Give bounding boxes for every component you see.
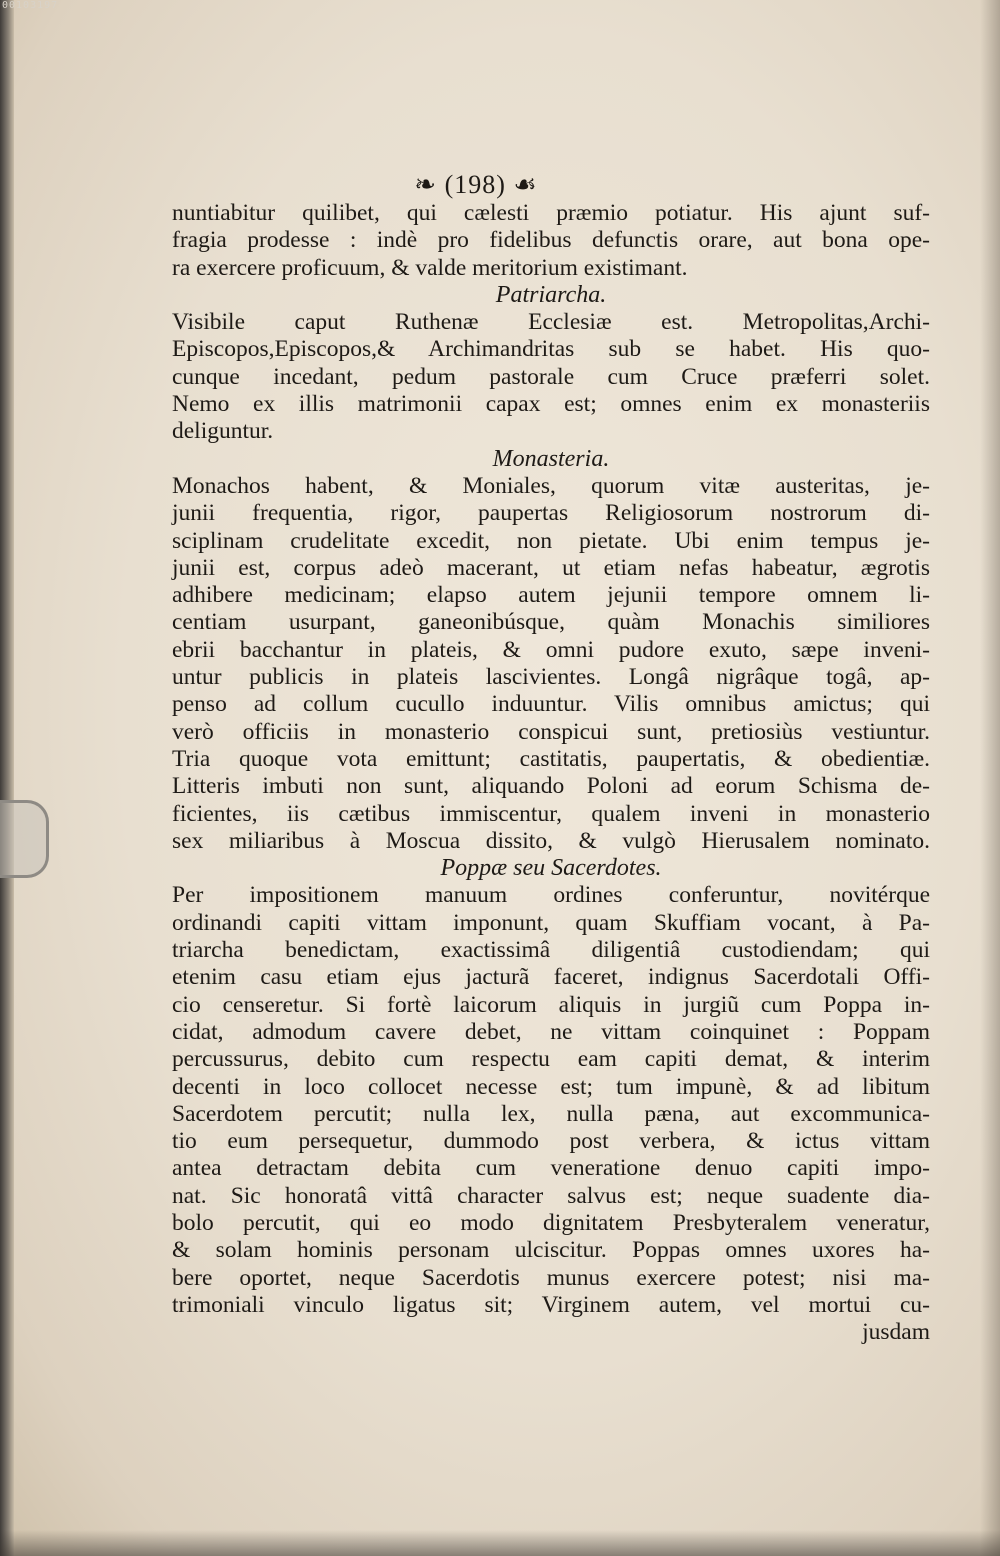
text-line: cunque incedant, pedum pastorale cum Cruce præferri solet. <box>172 363 930 390</box>
text-line: Tria quoque vota emittunt; castitatis, paupertatis, & obedientiæ. <box>172 745 930 772</box>
text-line: untur publicis in plateis lascivientes. Longâ nigrâque togâ, ap- <box>172 664 930 691</box>
text-line: cidat, admodum cavere debet, ne vittam coinquinet : Poppam <box>172 1018 930 1045</box>
text-line: bere oportet, neque Sacerdotis munus exercere potest; nisi ma- <box>172 1264 930 1291</box>
text-line: Litteris imbuti non sunt, aliquando Poloni ad eorum Schisma de- <box>172 773 930 800</box>
text-line: deliguntur. <box>172 418 274 445</box>
bottom-edge-shadow <box>0 1530 1000 1556</box>
text-line: nuntiabitur quilibet, qui cælesti præmio potiatur. His ajunt suf- <box>172 200 930 226</box>
book-spine <box>0 0 14 1556</box>
text-line: & solam hominis personam ulciscitur. Poppas omnes uxores ha- <box>172 1237 930 1264</box>
header-ornament-right-icon: ☙ <box>513 170 538 199</box>
accession-number: 00103197 <box>2 0 59 11</box>
text-line: ra exercere proficuum, & valde meritorium existimant. <box>172 254 688 281</box>
body-text <box>172 200 930 1346</box>
text-line: junii frequentia, rigor, paupertas Religiosorum nostrorum di- <box>172 500 930 527</box>
section-heading: Poppæ seu Sacerdotes. <box>440 855 662 882</box>
text-line: ordinandi capiti vittam imponunt, quam Skuffiam vocant, à Pa- <box>172 909 930 936</box>
text-line: Monachos habent, & Moniales, quorum vitæ austeritas, je- <box>172 472 930 499</box>
section-heading: Monasteria. <box>492 445 610 472</box>
text-line: verò officiis in monasterio conspicui sunt, pretiosiùs vestiuntur. <box>172 718 930 745</box>
text-line: fragia prodesse : indè pro fidelibus defunctis orare, aut bona ope- <box>172 227 930 254</box>
page-number: (198) <box>444 170 506 199</box>
text-line: junii est, corpus adeò macerant, ut etiam nefas habeatur, ægrotis <box>172 554 930 581</box>
text-line: decenti in loco collocet necesse est; tum impunè, & ad libitum <box>172 1073 930 1100</box>
text-line: trimoniali vinculo ligatus sit; Virginem autem, vel mortui cu- <box>172 1291 930 1318</box>
text-line: etenim casu etiam ejus jacturã faceret, indignus Sacerdotali Offi- <box>172 964 930 991</box>
text-line: percussurus, debito cum respectu eam capiti demat, & interim <box>172 1046 930 1073</box>
text-line: bolo percutit, qui eo modo dignitatem Presbyteralem veneratur, <box>172 1209 930 1236</box>
text-line: nat. Sic honoratâ vittâ character salvus est; neque suadente dia- <box>172 1182 930 1209</box>
text-line: tio eum persequetur, dummodo post verbera, & ictus vittam <box>172 1128 930 1155</box>
page-number-header <box>22 170 930 200</box>
text-line: Episcopos,Episcopos,& Archimandritas sub se habet. His quo- <box>172 336 930 363</box>
text-line: penso ad collum cucullo induuntur. Vilis omnibus amictus; qui <box>172 691 930 718</box>
header-ornament-left-icon: ❧ <box>414 170 438 199</box>
text-line: Per impositionem manuum ordines conferuntur, novitérque <box>172 882 930 909</box>
text-line: triarcha benedictam, exactissimâ diligentiâ custodiendam; qui <box>172 937 930 964</box>
text-line: antea detractam debita cum veneratione denuo capiti impo- <box>172 1155 930 1182</box>
text-line: ebrii bacchantur in plateis, & omni pudore exuto, sæpe inveni- <box>172 636 930 663</box>
text-line: centiam usurpant, ganeonibúsque, quàm Monachis similiores <box>172 609 930 636</box>
text-line: cio censeretur. Si fortè laicorum aliquis in jurgiũ cum Poppa in- <box>172 991 930 1018</box>
text-line: ficientes, iis cætibus immiscentur, qualem inveni in monasterio <box>172 800 930 827</box>
text-block <box>172 170 930 1346</box>
text-line: adhibere medicinam; elapso autem jejunii tempore omnem li- <box>172 582 930 609</box>
paper-clip-icon <box>0 800 49 878</box>
section-heading: Patriarcha. <box>495 281 607 308</box>
text-line: sex miliaribus à Moscua dissito, & vulgò Hierusalem nominato. <box>172 827 930 854</box>
text-line: Sacerdotem percutit; nulla lex, nulla pæna, aut excommunica- <box>172 1100 930 1127</box>
page-edge-shadow <box>980 0 1000 1556</box>
text-line: sciplinam crudelitate excedit, non pietate. Ubi enim tempus je- <box>172 527 930 554</box>
text-line: Visibile caput Ruthenæ Ecclesiæ est. Metropolitas,Archi- <box>172 309 930 336</box>
catchword: jusdam <box>862 1319 930 1346</box>
text-line: Nemo ex illis matrimonii capax est; omnes enim ex monasteriis <box>172 391 930 418</box>
